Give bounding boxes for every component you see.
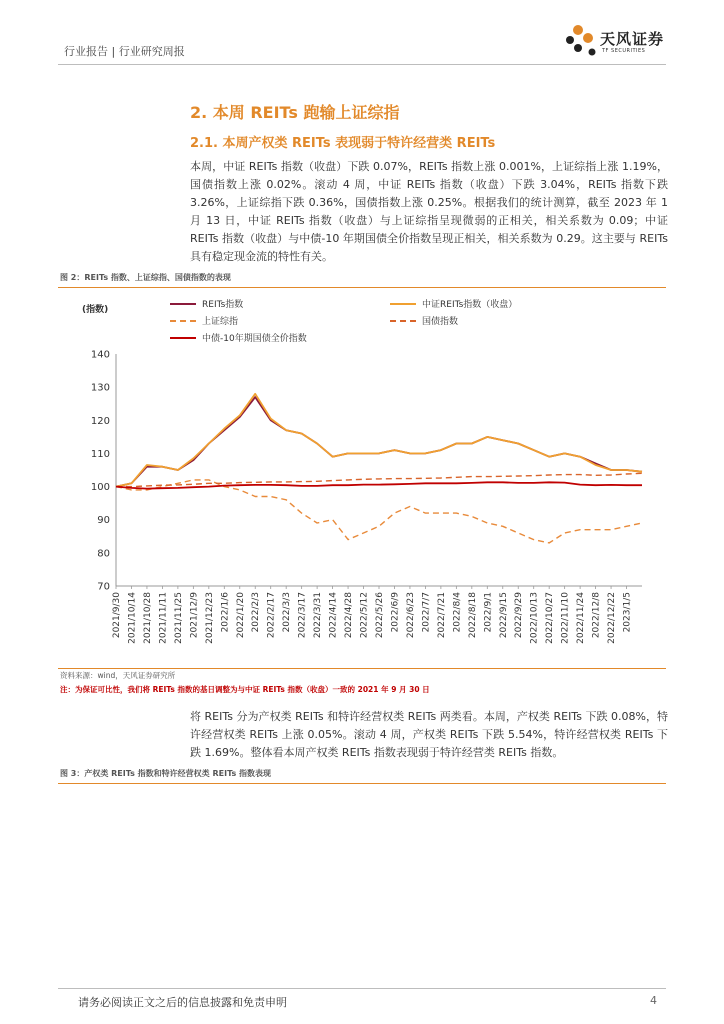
chart-axes [91,350,642,593]
x-tick-label: 2021/12/23 [204,592,215,644]
figure-2-note: 注：为保证可比性，我们将 REITs 指数的基日调整为与中证 REITs 指数（收盘）一致的 2021 年 9 月 30 日 [60,685,430,694]
brand-logo [566,22,678,62]
x-tick-label: 2021/10/28 [142,592,153,644]
x-axis-ticks [112,586,633,644]
x-tick-label: 2022/3/17 [297,592,308,639]
figure-3-top-rule [58,783,666,784]
page-number: 4 [650,994,657,1007]
x-tick-label: 2022/12/8 [591,592,602,639]
x-tick-label: 2022/10/13 [529,592,540,644]
body-paragraph-2: 将 REITs 分为产权类 REITs 和特许经营权类 REITs 两类看。本周，产权类 REITs 下跌 0.08%，特许经营权类 REITs 上涨 0.05%。滚动 4 周，产权类 REITs 下跌 5.54%，特许经营权类 REITs 下跌 1.69%。整体看本周产权类 REITs 指数表现弱于特许经营类 REITs 指数。 [190,710,668,759]
x-tick-label: 2022/11/24 [576,592,587,644]
legend-label: 上证综指 [202,317,239,327]
x-tick-label: 2022/8/18 [467,592,478,639]
chart-series [116,394,642,543]
figure-2-source: 资料来源：wind，天风证券研究所 [60,671,176,680]
y-tick-label: 80 [97,548,110,560]
y-tick-label: 100 [90,482,110,494]
series-line [116,482,642,488]
x-tick-label: 2023/1/5 [622,592,633,633]
figure-3-caption: 图 3：产权类 REITs 指数和特许经营权类 REITs 指数表现 [60,769,272,778]
x-tick-label: 2022/1/6 [220,592,231,633]
legend-label: REITs指数 [202,300,244,310]
y-tick-label: 70 [97,581,110,593]
x-tick-label: 2022/9/29 [514,592,525,639]
brand-name-cn: 天风证券 [600,30,665,48]
y-tick-label: 130 [90,382,110,394]
header-divider [58,64,666,65]
figure-2-bottom-rule [58,668,666,669]
series-line [116,480,642,543]
y-axis-label: (指数) [82,305,109,315]
legend-label: 中债-10年期国债全价指数 [202,334,307,344]
x-tick-label: 2022/6/23 [405,592,416,639]
x-tick-label: 2022/11/10 [560,592,571,644]
x-tick-label: 2021/12/9 [189,592,200,639]
footer-divider [58,988,666,989]
x-tick-label: 2022/3/31 [313,592,324,639]
body-paragraph-1: 本周，中证 REITs 指数（收盘）下跌 0.07%，REITs 指数上涨 0.001%，上证综指上涨 1.19%，国债指数上涨 0.02%。滚动 4 周，中证 REITs 指数（收盘）下跌 3.04%，REITs 指数下跌 3.26%，上证综指下跌 0.36%，国债指数上涨 0.25%。根据我们的统计测算，截至 2023 年 1 月 13 日，中证 REITs 指数（收盘）与上证综指呈现微弱的正相关，相关系数为 0.09；中证 REITs 指数（收盘）与中债-10 年期国债全价指数呈现正相关，相关系数为 0.29。这主要与 REITs 具有稳定现金流的特性有关。 [190,160,668,263]
x-tick-label: 2021/9/30 [112,592,122,639]
x-tick-label: 2021/11/11 [158,592,169,644]
y-tick-label: 140 [90,349,110,361]
x-tick-label: 2022/5/12 [359,592,370,639]
report-type-label: 行业报告 | 行业研究周报 [64,45,185,58]
x-tick-label: 2022/9/15 [498,592,509,639]
figure-2-top-rule [58,287,666,288]
legend-label: 国债指数 [422,317,459,327]
footer-disclaimer: 请务必阅读正文之后的信息披露和免责申明 [78,996,287,1009]
y-tick-label: 120 [90,415,110,427]
brand-name-en: TF SECURITIES [602,48,646,54]
y-tick-label: 110 [90,448,110,460]
series-line [116,397,642,487]
x-tick-label: 2022/4/28 [344,592,355,639]
legend-label: 中证REITs指数（收盘） [422,300,518,310]
y-tick-label: 90 [97,515,110,527]
section-heading: 2. 本周 REITs 跑输上证综指 [190,103,400,122]
x-tick-label: 2022/7/21 [436,592,447,639]
x-tick-label: 2022/3/3 [282,592,293,633]
figure-2-caption: 图 2：REITs 指数、上证综指、国债指数的表现 [60,273,231,282]
x-tick-label: 2022/10/27 [545,592,556,644]
tf-logo-icon [566,24,598,60]
x-tick-label: 2021/11/25 [173,592,184,644]
x-tick-label: 2022/7/7 [421,592,432,633]
x-tick-label: 2022/8/4 [452,592,463,633]
x-tick-label: 2022/2/3 [251,592,262,633]
x-tick-label: 2022/12/22 [607,592,618,644]
x-tick-label: 2022/4/14 [328,592,339,639]
x-tick-label: 2022/5/26 [375,592,385,639]
chart-legend [170,298,517,344]
x-tick-label: 2022/1/20 [235,592,246,639]
series-line [116,394,642,487]
x-tick-label: 2022/6/9 [390,592,401,633]
x-tick-label: 2021/10/14 [127,592,138,644]
x-tick-label: 2022/2/17 [266,592,277,639]
reits-index-chart [60,294,668,668]
x-tick-label: 2022/9/1 [483,592,494,633]
subsection-heading: 2.1. 本周产权类 REITs 表现弱于特许经营类 REITs [190,136,496,151]
